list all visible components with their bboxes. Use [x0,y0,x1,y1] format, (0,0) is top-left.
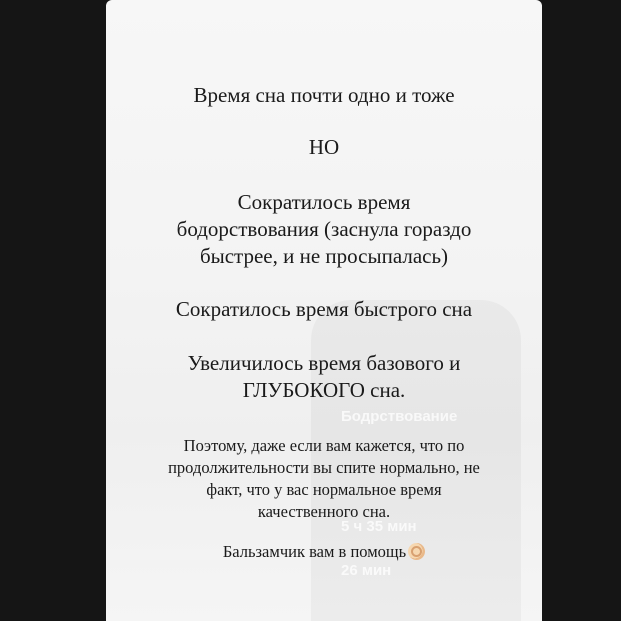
story-text-line [106,541,542,563]
story-paragraph [106,435,542,523]
story-text: продолжительности вы спите нормально, не [168,458,480,477]
ghost-label: 5 ч 35 мин [341,518,417,535]
ghost-label: Бодрствование [341,408,458,425]
story-text: Сократилось время [237,190,411,214]
story-text: ГЛУБОКОГО сна. [242,378,406,402]
story-text: бодорствования (заснула гораздо [176,217,472,241]
story-text-line [106,82,542,109]
story-text: факт, что у вас нормальное время [206,480,442,499]
story-text: Поэтому, даже если вам кажется, что по [183,436,465,455]
story-text: НО [308,135,340,159]
story-paragraph [106,350,542,404]
story-text: Увеличилось время базового и [187,351,461,375]
story-text: быстрее, и не просыпалась) [199,244,449,268]
story-text-line [106,134,542,161]
ok-hand-emoji-icon [408,543,425,560]
story-text: Сократилось время быстрого сна [175,297,473,321]
story-text-line [106,296,542,323]
story-text: Бальзамчик вам в помощь [222,542,407,561]
story-card [106,0,542,621]
story-text: качественного сна. [257,502,391,521]
ghost-label: 26 мин [341,562,392,579]
story-text: Время сна почти одно и тоже [193,83,455,107]
story-paragraph [106,189,542,270]
